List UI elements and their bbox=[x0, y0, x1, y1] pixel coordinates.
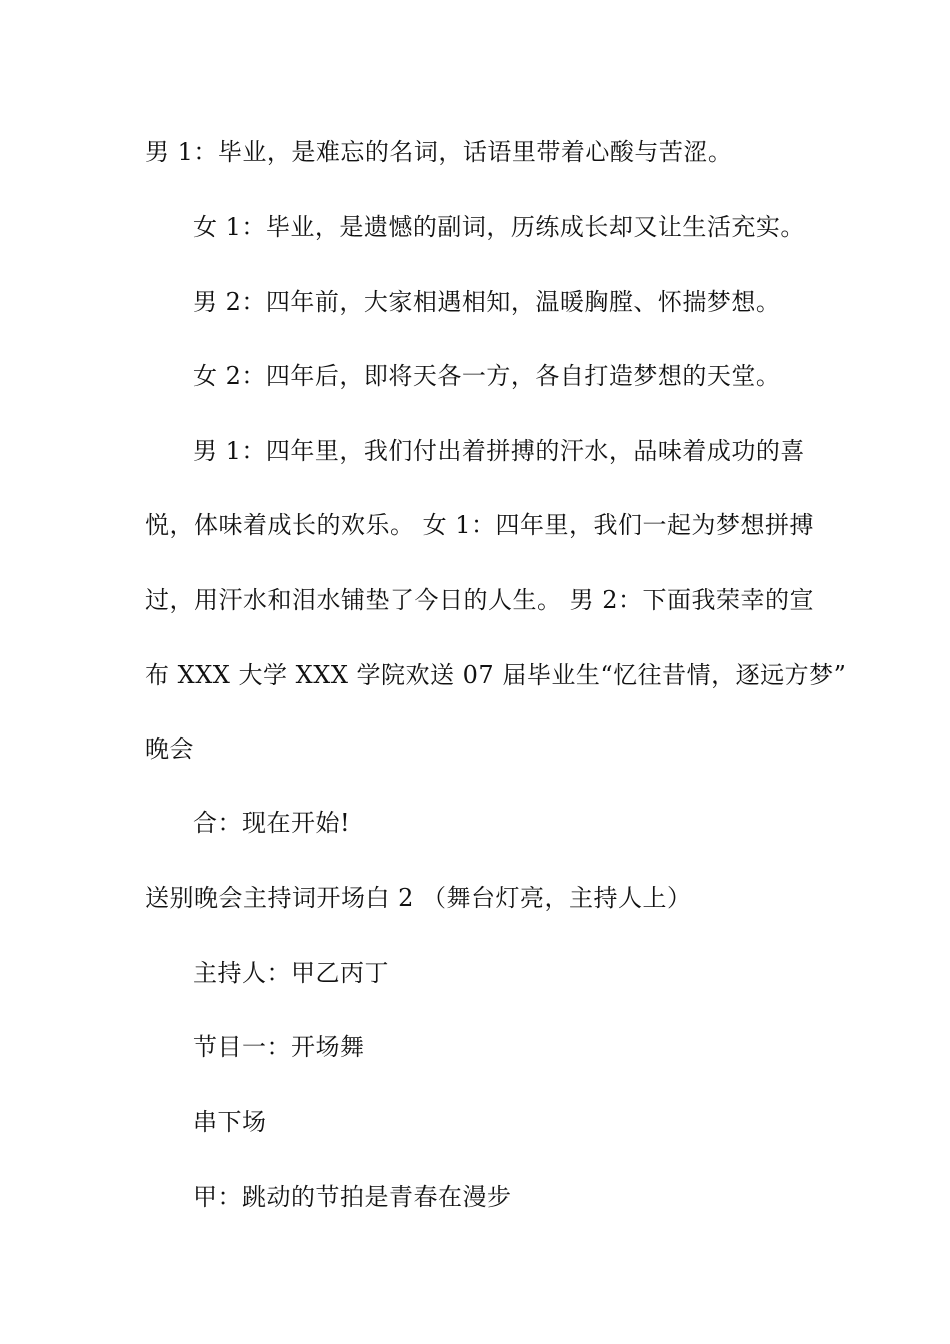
text-line-12: 主持人：甲乙丙丁 bbox=[193, 959, 389, 987]
text-line-10: 合：现在开始! bbox=[193, 809, 351, 837]
text-line-7: 过，用汗水和泪水铺垫了今日的人生。 男 2：下面我荣幸的宣 bbox=[145, 586, 815, 614]
text-line-5: 男 1：四年里，我们付出着拼搏的汗水，品味着成功的喜 bbox=[193, 437, 805, 465]
text-line-3: 男 2：四年前，大家相遇相知，温暖胸膛、怀揣梦想。 bbox=[193, 288, 781, 316]
text-line-8: 布 XXX 大学 XXX 学院欢送 07 届毕业生“忆往昔情，逐远方梦” bbox=[145, 661, 847, 689]
text-line-14: 串下场 bbox=[193, 1108, 267, 1136]
text-line-1: 男 1：毕业，是难忘的名词，话语里带着心酸与苦涩。 bbox=[145, 138, 733, 166]
text-line-2: 女 1：毕业，是遗憾的副词，历练成长却又让生活充实。 bbox=[193, 213, 805, 241]
text-line-4: 女 2：四年后，即将天各一方，各自打造梦想的天堂。 bbox=[193, 362, 781, 390]
text-line-13: 节目一：开场舞 bbox=[193, 1033, 365, 1061]
section-heading: 送别晚会主持词开场白 2 （舞台灯亮，主持人上） bbox=[145, 884, 692, 912]
text-line-15: 甲：跳动的节拍是青春在漫步 bbox=[193, 1183, 512, 1211]
text-line-6: 悦，体味着成长的欢乐。 女 1：四年里，我们一起为梦想拼搏 bbox=[145, 511, 815, 539]
text-line-9: 晚会 bbox=[145, 735, 194, 763]
